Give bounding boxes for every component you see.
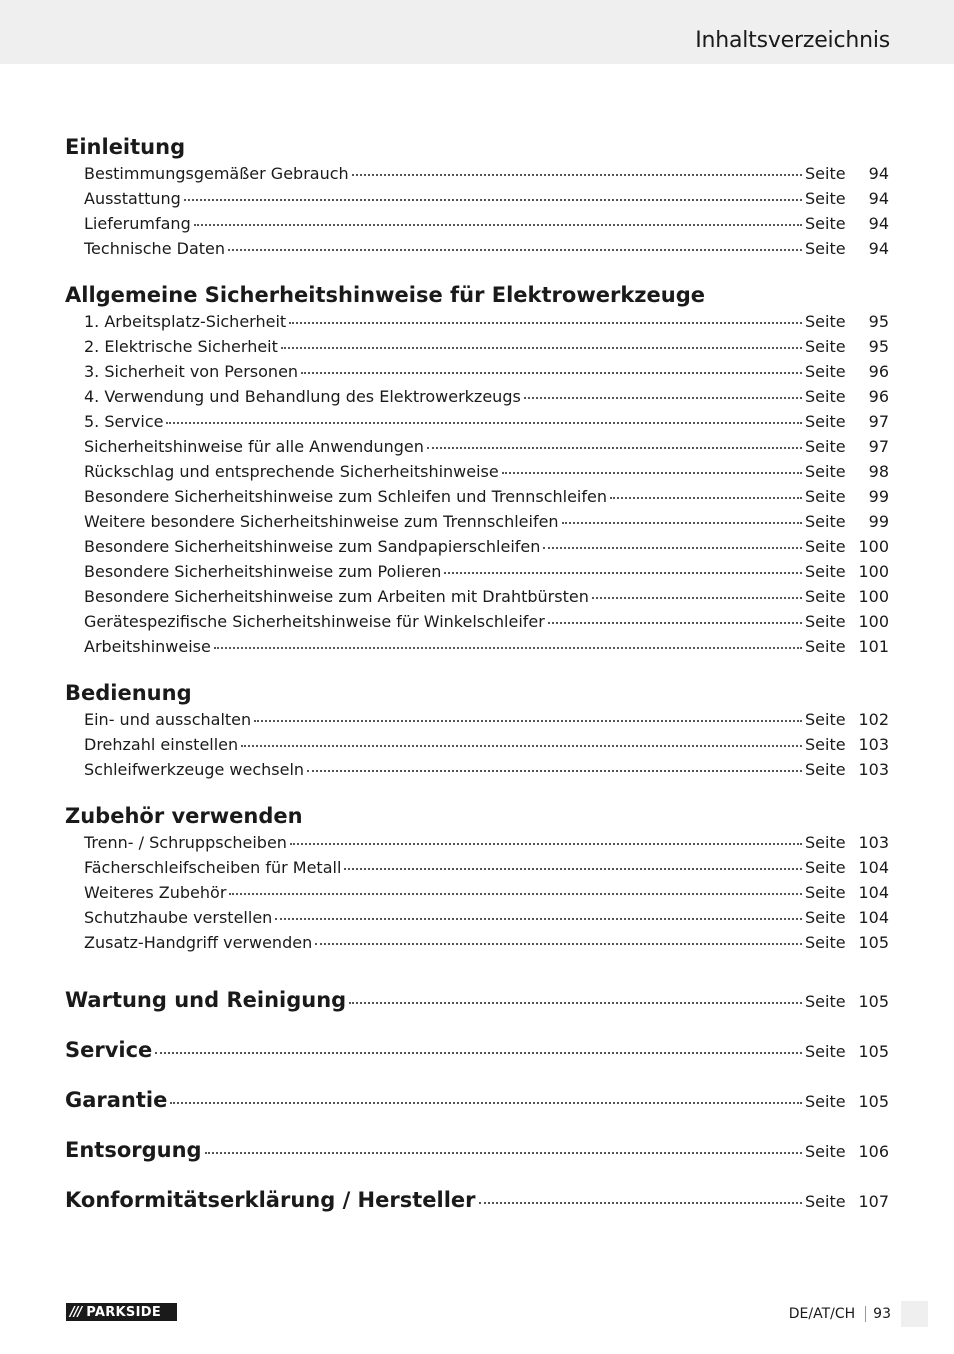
dot-leader bbox=[592, 593, 802, 599]
seite-label: Seite bbox=[805, 337, 846, 356]
page-number: 94 bbox=[868, 239, 889, 258]
toc-entry-label: Weitere besondere Sicherheitshinweise zum Trennschleifen bbox=[84, 512, 559, 531]
section-heading: Einleitung bbox=[65, 135, 186, 159]
dot-leader bbox=[275, 914, 802, 920]
toc-entry[interactable] bbox=[65, 830, 889, 855]
toc-entry[interactable] bbox=[65, 459, 889, 484]
toc-entry[interactable] bbox=[65, 609, 889, 634]
language-code: DE/AT/CH bbox=[789, 1306, 866, 1322]
toc-entry[interactable] bbox=[65, 334, 889, 359]
seite-label: Seite bbox=[805, 992, 846, 1011]
toc-entry[interactable] bbox=[65, 905, 889, 930]
seite-label: Seite bbox=[805, 189, 846, 208]
toc-entry-label: Gerätespezifische Sicherheitshinweise für Winkelschleifer bbox=[84, 612, 545, 631]
page-number: 105 bbox=[858, 1092, 889, 1111]
dot-leader bbox=[254, 716, 802, 722]
seite-label: Seite bbox=[805, 462, 846, 481]
main-entry-label: Entsorgung bbox=[65, 1138, 202, 1162]
page-number: 105 bbox=[858, 992, 889, 1011]
dot-leader bbox=[427, 443, 802, 449]
seite-label: Seite bbox=[805, 833, 846, 852]
seite-label: Seite bbox=[805, 537, 846, 556]
toc-main-entry[interactable] bbox=[65, 1125, 889, 1175]
page-number: 106 bbox=[858, 1142, 889, 1161]
toc-entry[interactable] bbox=[65, 584, 889, 609]
seite-label: Seite bbox=[805, 637, 846, 656]
toc-main-entry[interactable] bbox=[65, 1025, 889, 1075]
toc-entry[interactable] bbox=[65, 930, 889, 955]
header-band bbox=[0, 0, 954, 64]
toc-main-entry[interactable] bbox=[65, 1075, 889, 1125]
main-entry-label: Service bbox=[65, 1038, 153, 1062]
dot-leader bbox=[170, 1098, 802, 1104]
page-number: 100 bbox=[858, 612, 889, 631]
dot-leader bbox=[281, 343, 802, 349]
toc-entry[interactable] bbox=[65, 211, 889, 236]
toc-entry[interactable] bbox=[65, 359, 889, 384]
toc-entry[interactable] bbox=[65, 559, 889, 584]
logo-slashes: /// bbox=[70, 1304, 82, 1320]
toc-entry-label: Schleifwerkzeuge wechseln bbox=[84, 760, 305, 779]
seite-label: Seite bbox=[805, 760, 846, 779]
page-number: 96 bbox=[868, 362, 889, 381]
main-entry-label: Konformitätserklärung / Hersteller bbox=[65, 1188, 476, 1212]
toc-entry[interactable] bbox=[65, 634, 889, 659]
toc-main-entry[interactable] bbox=[65, 975, 889, 1025]
page-number: 100 bbox=[858, 587, 889, 606]
seite-label: Seite bbox=[805, 1192, 846, 1211]
seite-label: Seite bbox=[805, 735, 846, 754]
toc-entry[interactable] bbox=[65, 757, 889, 782]
page-number: 94 bbox=[868, 189, 889, 208]
toc-entry-label: Lieferumfang bbox=[84, 214, 191, 233]
toc-entry-label: Technische Daten bbox=[84, 239, 226, 258]
toc-entry[interactable] bbox=[65, 161, 889, 186]
dot-leader bbox=[610, 493, 802, 499]
toc-section bbox=[65, 679, 889, 782]
seite-label: Seite bbox=[805, 239, 846, 258]
dot-leader bbox=[229, 889, 802, 895]
toc-entry[interactable] bbox=[65, 880, 889, 905]
seite-label: Seite bbox=[805, 933, 846, 952]
toc-section bbox=[65, 802, 889, 955]
dot-leader bbox=[543, 543, 802, 549]
toc-entry[interactable] bbox=[65, 309, 889, 334]
toc-entry-label: Besondere Sicherheitshinweise zum Sandpapierschleifen bbox=[84, 537, 541, 556]
seite-label: Seite bbox=[805, 512, 846, 531]
toc-entry-label: 3. Sicherheit von Personen bbox=[84, 362, 299, 381]
page-number: 99 bbox=[868, 512, 889, 531]
toc-entry-label: Ein- und ausschalten bbox=[84, 710, 252, 729]
seite-label: Seite bbox=[805, 710, 846, 729]
toc-entry[interactable] bbox=[65, 186, 889, 211]
page-number: 105 bbox=[858, 933, 889, 952]
toc-entry[interactable] bbox=[65, 509, 889, 534]
seite-label: Seite bbox=[805, 612, 846, 631]
dot-leader bbox=[241, 741, 802, 747]
page-number: 94 bbox=[868, 214, 889, 233]
page-number: 103 bbox=[858, 760, 889, 779]
seite-label: Seite bbox=[805, 362, 846, 381]
page-number: 102 bbox=[858, 710, 889, 729]
page-number: 98 bbox=[868, 462, 889, 481]
dot-leader bbox=[307, 766, 802, 772]
page-number: 104 bbox=[858, 908, 889, 927]
seite-label: Seite bbox=[805, 858, 846, 877]
seite-label: Seite bbox=[805, 437, 846, 456]
page-tab-marker bbox=[901, 1301, 928, 1327]
dot-leader bbox=[548, 618, 802, 624]
dot-leader bbox=[524, 393, 802, 399]
dot-leader bbox=[289, 318, 802, 324]
main-entry-label: Garantie bbox=[65, 1088, 168, 1112]
toc-entry-label: Fächerschleifscheiben für Metall bbox=[84, 858, 342, 877]
section-heading: Allgemeine Sicherheitshinweise für Elektrowerkzeuge bbox=[65, 283, 705, 307]
seite-label: Seite bbox=[805, 587, 846, 606]
parkside-logo bbox=[66, 1303, 177, 1321]
dot-leader bbox=[184, 195, 802, 201]
table-of-contents bbox=[65, 133, 889, 1225]
main-entry-label: Wartung und Reinigung bbox=[65, 988, 347, 1012]
toc-entry-label: Sicherheitshinweise für alle Anwendungen bbox=[84, 437, 424, 456]
page-number: 97 bbox=[868, 412, 889, 431]
toc-entry-label: Drehzahl einstellen bbox=[84, 735, 239, 754]
toc-entry-label: Besondere Sicherheitshinweise zum Schleifen und Trennschleifen bbox=[84, 487, 607, 506]
page-number: 94 bbox=[868, 164, 889, 183]
seite-label: Seite bbox=[805, 387, 846, 406]
page-number: 107 bbox=[858, 1192, 889, 1211]
toc-entry[interactable] bbox=[65, 534, 889, 559]
dot-leader bbox=[352, 170, 802, 176]
page-number: 96 bbox=[868, 387, 889, 406]
dot-leader bbox=[155, 1048, 802, 1054]
toc-entry[interactable] bbox=[65, 384, 889, 409]
toc-entry-label: 1. Arbeitsplatz-Sicherheit bbox=[84, 312, 287, 331]
toc-main-entry[interactable] bbox=[65, 1175, 889, 1225]
seite-label: Seite bbox=[805, 1092, 846, 1111]
toc-entry-label: Besondere Sicherheitshinweise zum Arbeiten mit Drahtbürsten bbox=[84, 587, 589, 606]
toc-entry[interactable] bbox=[65, 732, 889, 757]
page-number: 99 bbox=[868, 487, 889, 506]
page-number: 104 bbox=[858, 858, 889, 877]
dot-leader bbox=[228, 245, 802, 251]
dot-leader bbox=[444, 568, 802, 574]
seite-label: Seite bbox=[805, 214, 846, 233]
seite-label: Seite bbox=[805, 164, 846, 183]
toc-entry-label: 2. Elektrische Sicherheit bbox=[84, 337, 278, 356]
toc-entry-label: Schutzhaube verstellen bbox=[84, 908, 273, 927]
dot-leader bbox=[194, 220, 802, 226]
seite-label: Seite bbox=[805, 412, 846, 431]
toc-section bbox=[65, 281, 889, 659]
dot-leader bbox=[315, 939, 802, 945]
dot-leader bbox=[502, 468, 802, 474]
page-number: 95 bbox=[868, 337, 889, 356]
toc-entry[interactable] bbox=[65, 707, 889, 732]
seite-label: Seite bbox=[805, 312, 846, 331]
page-number: 104 bbox=[858, 883, 889, 902]
toc-entry-label: Bestimmungsgemäßer Gebrauch bbox=[84, 164, 349, 183]
page-number: 101 bbox=[858, 637, 889, 656]
toc-section bbox=[65, 133, 889, 261]
logo-brand: PARKSIDE bbox=[86, 1304, 162, 1320]
toc-entry[interactable] bbox=[65, 236, 889, 261]
dot-leader bbox=[166, 418, 802, 424]
seite-label: Seite bbox=[805, 1142, 846, 1161]
toc-entry-label: Zusatz-Handgriff verwenden bbox=[84, 933, 313, 952]
section-heading: Bedienung bbox=[65, 681, 192, 705]
dot-leader bbox=[301, 368, 802, 374]
toc-entry-label: Weiteres Zubehör bbox=[84, 883, 227, 902]
toc-entry-label: Arbeitshinweise bbox=[84, 637, 211, 656]
toc-entry-label: 5. Service bbox=[84, 412, 164, 431]
toc-entry[interactable] bbox=[65, 855, 889, 880]
seite-label: Seite bbox=[805, 487, 846, 506]
dot-leader bbox=[344, 864, 802, 870]
page-number: 100 bbox=[858, 537, 889, 556]
toc-entry[interactable] bbox=[65, 434, 889, 459]
toc-entry-label: Besondere Sicherheitshinweise zum Polieren bbox=[84, 562, 442, 581]
dot-leader bbox=[290, 839, 802, 845]
toc-entry[interactable] bbox=[65, 409, 889, 434]
page-title: Inhaltsverzeichnis bbox=[695, 28, 890, 53]
toc-entry-label: 4. Verwendung und Behandlung des Elektrowerkzeugs bbox=[84, 387, 521, 406]
footer-page-info bbox=[789, 1301, 928, 1327]
page-number: 103 bbox=[858, 833, 889, 852]
page-number: 95 bbox=[868, 312, 889, 331]
dot-leader bbox=[349, 998, 802, 1004]
page-number: 100 bbox=[858, 562, 889, 581]
toc-entry-label: Ausstattung bbox=[84, 189, 181, 208]
seite-label: Seite bbox=[805, 908, 846, 927]
page-number: 97 bbox=[868, 437, 889, 456]
page-number: 103 bbox=[858, 735, 889, 754]
page-number: 105 bbox=[858, 1042, 889, 1061]
footer-page-number: 93 bbox=[873, 1306, 891, 1322]
dot-leader bbox=[562, 518, 802, 524]
toc-entry-label: Rückschlag und entsprechende Sicherheitshinweise bbox=[84, 462, 499, 481]
toc-entry-label: Trenn- / Schruppscheiben bbox=[84, 833, 287, 852]
dot-leader bbox=[205, 1148, 802, 1154]
dot-leader bbox=[214, 643, 802, 649]
toc-entry[interactable] bbox=[65, 484, 889, 509]
seite-label: Seite bbox=[805, 883, 846, 902]
dot-leader bbox=[479, 1198, 803, 1204]
seite-label: Seite bbox=[805, 562, 846, 581]
seite-label: Seite bbox=[805, 1042, 846, 1061]
section-heading: Zubehör verwenden bbox=[65, 804, 303, 828]
